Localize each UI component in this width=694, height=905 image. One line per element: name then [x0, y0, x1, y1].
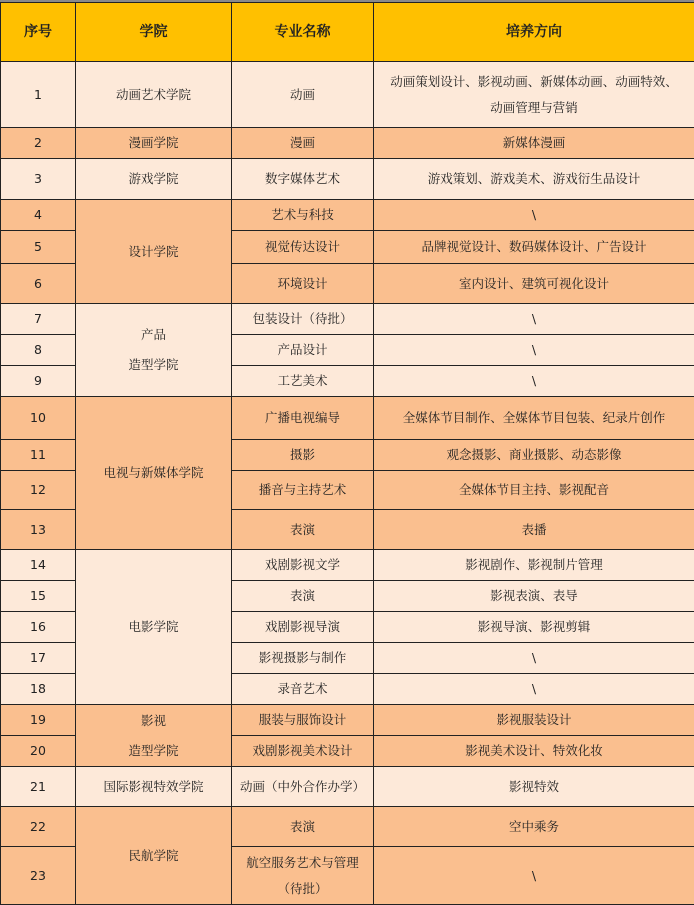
- major-name: 数字媒体艺术: [232, 159, 374, 200]
- training-direction: 全媒体节目主持、影视配音: [374, 471, 694, 510]
- training-direction: \: [374, 847, 694, 905]
- training-direction: \: [374, 304, 694, 335]
- training-direction: 影视导演、影视剪辑: [374, 612, 694, 643]
- row-number: 7: [1, 304, 76, 335]
- training-direction: 游戏策划、游戏美术、游戏衍生品设计: [374, 159, 694, 200]
- row-number: 3: [1, 159, 76, 200]
- table-row: [1, 807, 694, 847]
- row-number: 9: [1, 366, 76, 397]
- training-direction: 影视表演、表导: [374, 581, 694, 612]
- row-number: 5: [1, 231, 76, 264]
- row-number: 6: [1, 264, 76, 304]
- college-name: 漫画学院: [76, 128, 232, 159]
- major-name: 动画（中外合作办学）: [232, 767, 374, 807]
- row-number: 20: [1, 736, 76, 767]
- row-number: 8: [1, 335, 76, 366]
- major-name: 漫画: [232, 128, 374, 159]
- major-name: 摄影: [232, 440, 374, 471]
- major-name: 表演: [232, 510, 374, 550]
- header-no: 序号: [1, 3, 76, 62]
- table-row: [1, 200, 694, 231]
- training-direction: \: [374, 643, 694, 674]
- table-row: [1, 128, 694, 159]
- row-number: 19: [1, 705, 76, 736]
- major-name: 影视摄影与制作: [232, 643, 374, 674]
- table-row: [1, 62, 694, 128]
- row-number: 14: [1, 550, 76, 581]
- table-row: [1, 159, 694, 200]
- major-name: 戏剧影视导演: [232, 612, 374, 643]
- row-number: 4: [1, 200, 76, 231]
- major-name: 服装与服饰设计: [232, 705, 374, 736]
- training-direction: \: [374, 366, 694, 397]
- training-direction: 室内设计、建筑可视化设计: [374, 264, 694, 304]
- training-direction: 影视服装设计: [374, 705, 694, 736]
- college-name: 设计学院: [76, 200, 232, 304]
- major-name: 包装设计（待批）: [232, 304, 374, 335]
- row-number: 18: [1, 674, 76, 705]
- major-name: 广播电视编导: [232, 397, 374, 440]
- row-number: 2: [1, 128, 76, 159]
- row-number: 17: [1, 643, 76, 674]
- row-number: 10: [1, 397, 76, 440]
- header-college: 学院: [76, 3, 232, 62]
- training-direction: 新媒体漫画: [374, 128, 694, 159]
- major-name: 播音与主持艺术: [232, 471, 374, 510]
- table-header-row: [1, 3, 694, 62]
- training-direction: 空中乘务: [374, 807, 694, 847]
- row-number: 11: [1, 440, 76, 471]
- row-number: 21: [1, 767, 76, 807]
- table-body: [1, 62, 694, 905]
- major-name: 录音艺术: [232, 674, 374, 705]
- college-name: 产品 造型学院: [76, 304, 232, 397]
- table-row: [1, 767, 694, 807]
- college-name: 国际影视特效学院: [76, 767, 232, 807]
- college-name: 电影学院: [76, 550, 232, 705]
- row-number: 15: [1, 581, 76, 612]
- row-number: 1: [1, 62, 76, 128]
- table-row: [1, 705, 694, 736]
- college-name: 动画艺术学院: [76, 62, 232, 128]
- training-direction: 品牌视觉设计、数码媒体设计、广告设计: [374, 231, 694, 264]
- college-name: 游戏学院: [76, 159, 232, 200]
- major-name: 视觉传达设计: [232, 231, 374, 264]
- training-direction: \: [374, 200, 694, 231]
- major-name: 表演: [232, 581, 374, 612]
- training-direction: 全媒体节目制作、全媒体节目包装、纪录片创作: [374, 397, 694, 440]
- training-direction: 影视剧作、影视制片管理: [374, 550, 694, 581]
- header-direction: 培养方向: [374, 3, 694, 62]
- row-number: 13: [1, 510, 76, 550]
- training-direction: 观念摄影、商业摄影、动态影像: [374, 440, 694, 471]
- training-direction: 表播: [374, 510, 694, 550]
- college-name: 民航学院: [76, 807, 232, 905]
- major-name: 动画: [232, 62, 374, 128]
- row-number: 22: [1, 807, 76, 847]
- training-direction: 动画策划设计、影视动画、新媒体动画、动画特效、 动画管理与营销: [374, 62, 694, 128]
- college-name: 电视与新媒体学院: [76, 397, 232, 550]
- major-name: 产品设计: [232, 335, 374, 366]
- major-name: 工艺美术: [232, 366, 374, 397]
- row-number: 16: [1, 612, 76, 643]
- row-number: 12: [1, 471, 76, 510]
- row-number: 23: [1, 847, 76, 905]
- header-major: 专业名称: [232, 3, 374, 62]
- training-direction: \: [374, 674, 694, 705]
- training-direction: \: [374, 335, 694, 366]
- table-row: [1, 550, 694, 581]
- table-row: [1, 397, 694, 440]
- major-name: 环境设计: [232, 264, 374, 304]
- college-name: 影视 造型学院: [76, 705, 232, 767]
- major-name: 戏剧影视文学: [232, 550, 374, 581]
- training-direction: 影视美术设计、特效化妆: [374, 736, 694, 767]
- training-direction: 影视特效: [374, 767, 694, 807]
- table-row: [1, 304, 694, 335]
- major-name: 航空服务艺术与管理 （待批）: [232, 847, 374, 905]
- majors-table: [0, 2, 694, 905]
- major-name: 表演: [232, 807, 374, 847]
- major-name: 戏剧影视美术设计: [232, 736, 374, 767]
- major-name: 艺术与科技: [232, 200, 374, 231]
